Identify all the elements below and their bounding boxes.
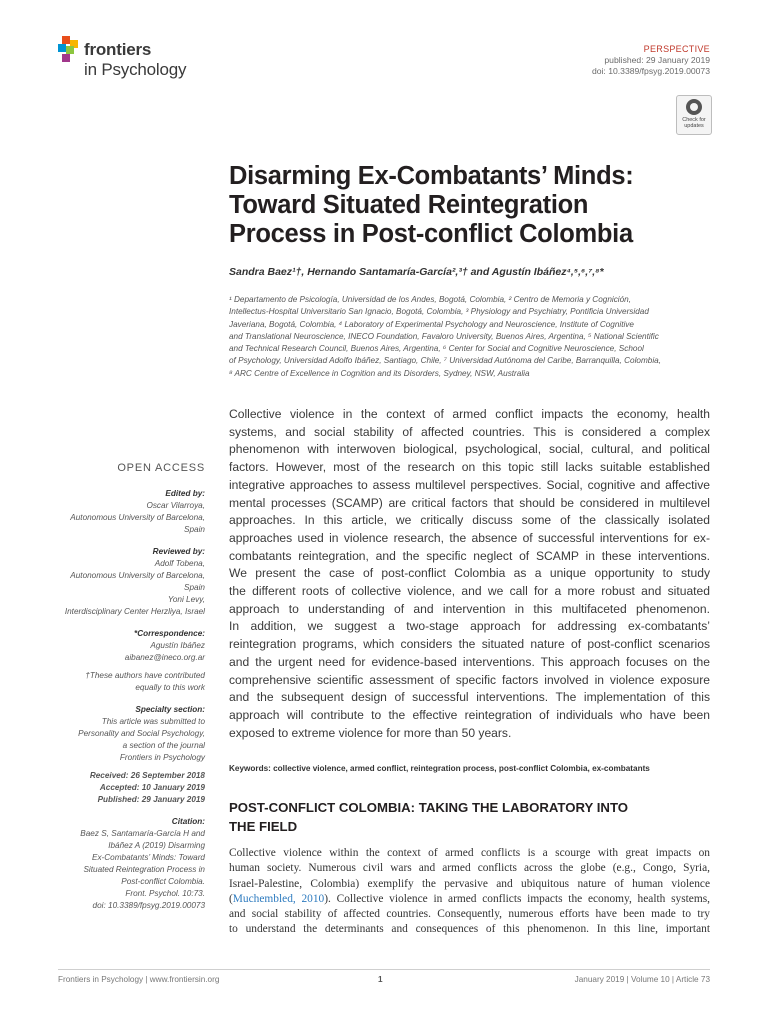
check-updates-icon: [686, 99, 702, 115]
check-updates-label: Check for updates: [682, 117, 706, 129]
equal-contribution-note: equally to this work: [135, 683, 205, 692]
body-line: Collective violence within the context of armed conflicts is a scourge with great impacts on: [229, 847, 710, 859]
logo-text-journal: in Psychology: [84, 60, 187, 79]
reviewer-line: Yoni Levy,: [167, 595, 205, 604]
specialty-line: This article was submitted to: [101, 717, 205, 726]
abstract-line: In addition, we suggest a two-stage approach for addressing ex-combatants’: [229, 619, 710, 634]
section-heading: [229, 798, 710, 836]
article-sidebar: [58, 462, 205, 912]
frontiers-logo[interactable]: [58, 36, 238, 86]
frontiers-logo-icon: [58, 36, 80, 62]
citation-heading: Citation:: [171, 817, 205, 826]
abstract-line: systems, and social stability of affected countries. This is considered a complex: [229, 424, 710, 439]
reviewer-line: Adolf Tobena,: [154, 559, 205, 568]
abstract-line: approaches. In this article, we critically discuss some of the classically isolated: [229, 513, 710, 528]
article-type: PERSPECTIVE: [643, 44, 710, 54]
body-line: Israel-Palestine, Colombia) exemplify the pervasive and ubiquitous nature of human violence: [229, 877, 710, 890]
abstract-line: and the subsequent design of successful interventions. The implementation of this: [229, 690, 710, 705]
affiliation-line: and Translational Neuroscience, INECO Foundation, Favaloro University, Buenos Aires, Argentina, ⁵ National Scientific: [229, 331, 659, 341]
paren-open: (: [229, 892, 233, 905]
affiliation-line: ¹ Departamento de Psicología, Universidad de los Andes, Bogotá, Colombia, ² Centro de Memoria y Cognición,: [229, 295, 631, 304]
article-title: [229, 162, 699, 249]
correspondence-name: Agustín Ibáñez: [150, 641, 205, 650]
section-heading-line: POST-CONFLICT COLOMBIA: TAKING THE LABORATORY INTO: [229, 800, 629, 815]
correspondence-email[interactable]: aibanez@ineco.org.ar: [124, 653, 205, 662]
body-line-rest: ). Collective violence in armed conflicts impacts the economy, health systems,: [324, 892, 710, 905]
body-line: [229, 892, 710, 907]
reviewer-line: Spain: [184, 583, 205, 592]
section-body: [229, 846, 710, 938]
abstract-line: approaches used in violence research, the absence of successful interventions for ex-: [229, 530, 710, 545]
citation-line: Front. Psychol. 10:73.: [125, 889, 205, 898]
affiliation-line: Intellectus-Hospital Universitario San Ignacio, Bogotá, Colombia, ³ Physiology and Psychiatry, Pontificia Universidad: [229, 307, 649, 317]
abstract-line: approach will contribute to the effective reintegration of individuals who have been: [229, 707, 710, 722]
citation-link[interactable]: Muchembled, 2010: [232, 892, 325, 905]
open-access-label: OPEN ACCESS: [117, 462, 205, 474]
reviewer-line: Interdisciplinary Center Herzliya, Israel: [64, 607, 205, 616]
abstract-line: combatants reintegration, and the specific neglect of SCAMP in these interventions.: [229, 548, 710, 563]
abstract-line: mental processes (SCAMP) are critical factors that should be considered in multilevel: [229, 495, 710, 510]
editor-line: Oscar Vilarroya,: [146, 501, 205, 510]
footer-divider: [58, 969, 710, 970]
title-line: Toward Situated Reintegration: [229, 191, 589, 219]
published-date-sidebar: Published: 29 January 2019: [97, 795, 205, 804]
received-date: Received: 26 September 2018: [89, 771, 205, 780]
editor-line: Autonomous University of Barcelona,: [70, 513, 205, 522]
published-date: published: 29 January 2019: [604, 55, 710, 65]
body-line: and social stability of affected countries. Consequently, numerous efforts have been made to try: [229, 908, 710, 921]
specialty-line: a section of the journal: [122, 741, 205, 750]
title-line: Disarming Ex-Combatants’ Minds:: [229, 162, 634, 190]
footer-journal[interactable]: Frontiers in Psychology | www.frontiersin.org: [58, 975, 220, 984]
abstract-line: and the urgent need for evidence-based interventions. This approach focuses on the: [229, 654, 710, 669]
affiliation-line: and Technical Research Council, Buenos Aires, Argentina, ⁶ Center for Social and Cognitive Neuroscience, School: [229, 344, 644, 354]
citation-line: Baez S, Santamaría-García H and: [80, 829, 205, 838]
affiliations: [229, 294, 719, 380]
body-line: to understand the determinants and consequences of this phenomenon. In this line, important: [229, 923, 710, 936]
editor-line: Spain: [184, 525, 205, 534]
doi[interactable]: doi: 10.3389/fpsyg.2019.00073: [591, 66, 710, 76]
abstract-line: factors. However, most of the research on this topic still lacks suitable established: [229, 460, 710, 475]
article-meta: [592, 44, 710, 77]
abstract-line: reintegration programs, which considers the situated nature of post-conflict scenarios: [229, 637, 710, 652]
specialty-line: Personality and Social Psychology,: [78, 729, 205, 738]
abstract-line: exposed to extreme violence for more than 50 years.: [229, 725, 512, 740]
affiliation-line: ⁸ ARC Centre of Excellence in Cognition and its Disorders, Sydney, NSW, Australia: [229, 368, 530, 378]
abstract-line: comprehensive scientific assessment of specific factors involved in violence exposure: [229, 672, 710, 687]
keywords: Keywords: collective violence, armed conflict, reintegration process, post-conflict Colombia, ex-combatants: [229, 764, 650, 773]
logo-text-frontiers: frontiers: [84, 40, 152, 59]
citation-line: Situated Reintegration Process in: [83, 865, 205, 874]
accepted-date: Accepted: 10 January 2019: [99, 783, 205, 792]
citation-line: Ibáñez A (2019) Disarming: [108, 841, 205, 850]
abstract-line: Collective violence in the context of armed conflict impacts the economy, health: [229, 407, 710, 421]
page-number: 1: [378, 975, 383, 984]
specialty-heading: Specialty section:: [135, 705, 205, 714]
abstract-line: integrative approaches to assess multilevel perspectives. Social, cognitive and affective: [229, 477, 710, 492]
author-list: Sandra Baez¹†, Hernando Santamaría-García²,³† and Agustín Ibáñez⁴,⁵,⁶,⁷,⁸*: [229, 266, 604, 278]
abstract-line: We present the case of post-conflict Colombia as a unique opportunity to study: [229, 566, 710, 581]
abstract: [229, 406, 710, 742]
abstract-line: the different roots of collective violence, and we call for a more robust and situated: [229, 584, 710, 599]
affiliation-line: Javeriana, Bogotá, Colombia, ⁴ Laboratory of Experimental Psychology and Neuroscience, Institute of Cognitive: [229, 319, 634, 329]
section-heading-line: THE FIELD: [229, 819, 298, 834]
body-line: human society. Numerous civil wars and armed conflicts across the globe (e.g., Congo, Syria,: [229, 862, 710, 875]
citation-doi[interactable]: doi: 10.3389/fpsyg.2019.00073: [92, 901, 205, 910]
affiliation-line: of Psychology, Universidad Adolfo Ibáñez, Santiago, Chile, ⁷ Universidad Autónoma del Caribe, Barranquilla, Colombia,: [229, 356, 661, 366]
correspondence-heading: *Correspondence:: [134, 629, 205, 638]
title-line: Process in Post-conflict Colombia: [229, 220, 633, 248]
footer-issue: January 2019 | Volume 10 | Article 73: [574, 975, 710, 984]
edited-by-heading: Edited by:: [165, 489, 205, 498]
reviewer-line: Autonomous University of Barcelona,: [70, 571, 205, 580]
abstract-line: phenomenon with interwoven biological, psychological, social, cultural, and political: [229, 442, 710, 457]
reviewed-by-heading: Reviewed by:: [152, 547, 205, 556]
citation-line: Post-conflict Colombia.: [121, 877, 205, 886]
citation-line: Ex-Combatants’ Minds: Toward: [91, 853, 205, 862]
abstract-line: approach to understanding of and intervention in this multifaceted phenomenon.: [229, 601, 710, 616]
check-for-updates-button[interactable]: [676, 95, 712, 135]
specialty-line: Frontiers in Psychology: [119, 753, 205, 762]
equal-contribution-note: †These authors have contributed: [85, 671, 205, 680]
